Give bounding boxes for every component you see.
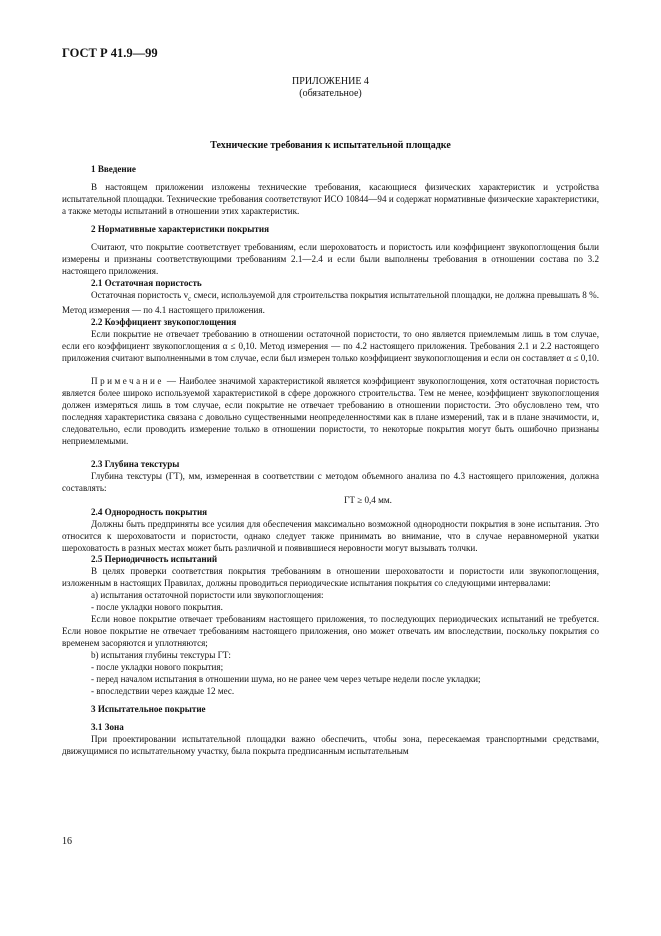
- note-label: Примечание: [91, 376, 164, 387]
- list-item: а) испытания остаточной пористости или звукопоглощения:: [91, 590, 324, 601]
- text-run: смеси, используемой для строительства покрытия испытательной площадки, не должна превышать 8 %. Метод измерения — по 4.1 настоящего приложения.: [62, 289, 599, 316]
- paragraph: Если новое покрытие отвечает требованиям настоящего приложения, то последующих периодических испытаний не требуется. Если новое покрытие не отвечает требованиям настоящего приложения, оно может отвечать им впоследствии, поскольку покрытия со временем засоряются и уплотняются;: [62, 614, 599, 649]
- section-heading: 2.5 Периодичность испытаний: [91, 554, 218, 565]
- paragraph: При проектировании испытательной площадки важно обеспечить, чтобы зона, пересекаемая транспортными средствами, движущимися по испытательному участку, была покрыта предписанным испытательным: [62, 733, 599, 756]
- paragraph: Если покрытие не отвечает требованию в отношении остаточной пористости, то оно является приемлемым лишь в том случае, если его коэффициент звукопоглощения α ≤ 0,10. Метод измерения — по 4.2 настоящего приложения. Требования 2.1 и 2.2 настоящего приложения считают выполненными в том случае, если был измерен только коэффициент звукопоглощения и если он составляет α ≤ 0,10.: [62, 329, 599, 364]
- document-body: [62, 164, 599, 758]
- text-run: Остаточная пористость v: [91, 289, 189, 300]
- list-item: - после укладки нового покрытия;: [91, 662, 224, 673]
- paragraph: В настоящем приложении изложены технические требования, касающиеся физических характеристик и устройства испытательной площадки. Технические требования соответствуют ИСО 10844—94 и содержат нормативные физические характеристики, а также методы испытаний в отношении этих характеристик.: [62, 181, 599, 216]
- note: [62, 376, 599, 448]
- section-heading: 2.4 Однородность покрытия: [91, 506, 208, 517]
- section-heading: 3 Испытательное покрытие: [91, 703, 206, 714]
- section-heading: 3.1 Зона: [91, 721, 124, 732]
- list-item: - перед началом испытания в отношении шума, но не ранее чем через четыре недели после укладки;: [91, 673, 481, 684]
- formula: ГТ ≥ 0,4 мм.: [344, 494, 392, 505]
- standard-header: ГОСТ Р 41.9—99: [62, 46, 158, 60]
- paragraph: [62, 290, 599, 318]
- page-title: Технические требования к испытательной площадке: [210, 140, 451, 151]
- section-heading: 2.2 Коэффициент звукопоглощения: [91, 317, 237, 328]
- section-heading: 1 Введение: [91, 164, 136, 174]
- section-heading: 2.3 Глубина текстуры: [91, 458, 180, 469]
- page-number: 16: [62, 836, 72, 847]
- subscript: c: [188, 294, 192, 303]
- paragraph: Должны быть предприняты все усилия для обеспечения максимально возможной однородности покрытия в зоне испытания. Это относится к шероховатости и пористости, однако следует также принимать во внимание, что в случае неравномерной укатки шероховатость в разных местах может быть различной и появившиеся неровности могут вызывать толчки.: [62, 518, 599, 553]
- list-item: - впоследствии через каждые 12 мес.: [91, 685, 235, 696]
- paragraph: В целях проверки соответствия покрытия требованиям в отношении шероховатости и пористости или звукопоглощения, изложенным в настоящих Правилах, должны проводиться периодические испытания покрытия со следующими интервалами:: [62, 566, 599, 589]
- list-item: b) испытания глубины текстуры ГТ:: [91, 650, 231, 661]
- section-heading: 2.1 Остаточная пористость: [91, 277, 202, 288]
- section-heading: 2 Нормативные характеристики покрытия: [91, 223, 269, 234]
- note-text: — Наиболее значимой характеристикой является коэффициент звукопоглощения, хотя остаточная пористость является более широко используемой характеристикой в сфере дорожного строительства. Тем не менее, коэффициент звукопоглощения должен измеряться лишь в том случае, если покрытие не отвечает требованию в отношении пористости. Это обусловлено тем, что последняя характеристика связана с довольно существенными неопределенностями как в плане измерений, так и в плане значимости, и, следовательно, если проводить измерение только в отношении пористости, то некоторые покрытия могут быть ошибочно признаны неприемлемыми.: [62, 376, 599, 446]
- appendix-type: (обязательное): [299, 88, 362, 99]
- paragraph: Глубина текстуры (ГТ), мм, измеренная в соответствии с методом объемного анализа по 4.3 настоящего приложения, должна составлять:: [62, 470, 599, 493]
- appendix-label: ПРИЛОЖЕНИЕ 4: [292, 76, 369, 87]
- list-item: - после укладки нового покрытия.: [91, 602, 223, 613]
- paragraph: Считают, что покрытие соответствует требованиям, если шероховатость и пористость или коэффициент звукопоглощения были измерены и признаны соответствующими требованиям 2.1—2.4 и если были выполнены требования в отношении состава по 3.2 настоящего приложения.: [62, 241, 599, 276]
